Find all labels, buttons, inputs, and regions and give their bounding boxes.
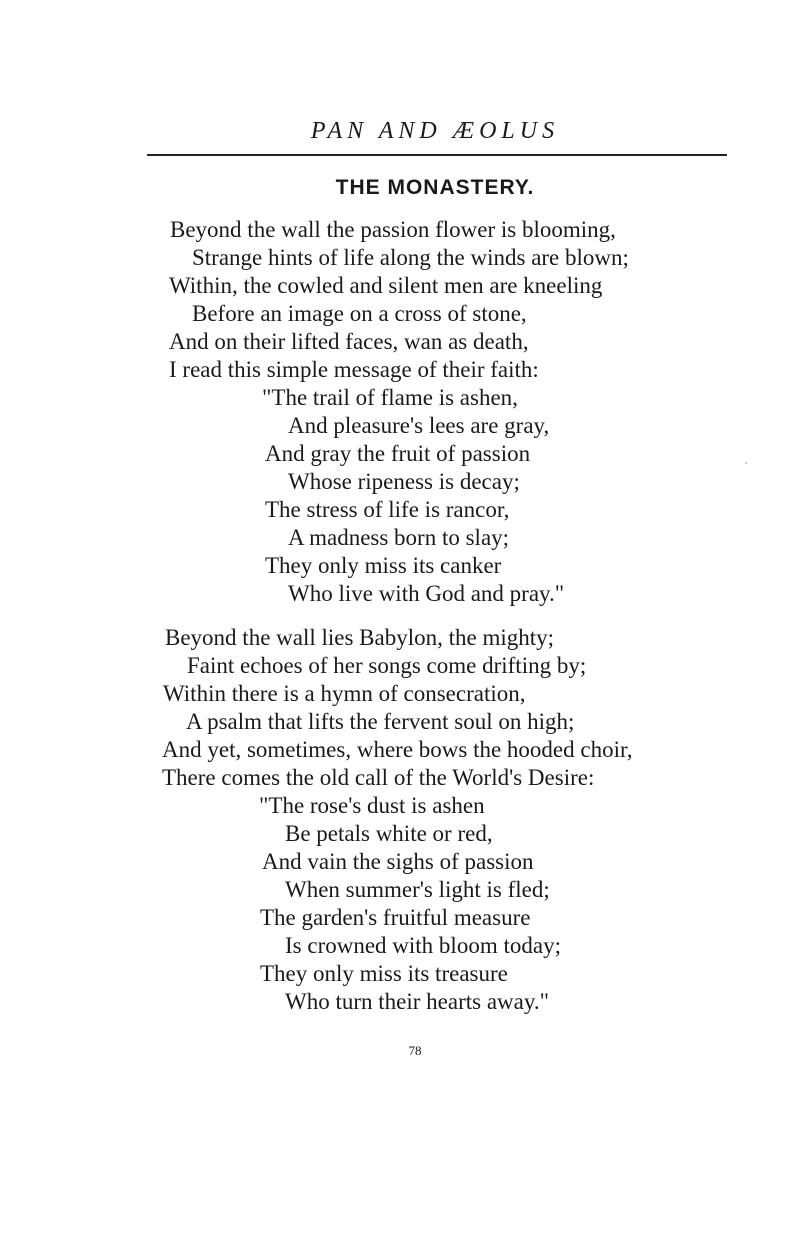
- poem-line: Within there is a hymn of consecration,: [163, 681, 526, 706]
- poem-line: Strange hints of life along the winds are blown;: [192, 245, 629, 270]
- poem-line: And gray the fruit of passion: [265, 441, 531, 466]
- poem-title: THE MONASTERY.: [335, 176, 535, 199]
- page-number: 78: [408, 1043, 422, 1058]
- poem-line: Is crowned with bloom today;: [285, 933, 561, 958]
- poem-line: The stress of life is rancor,: [265, 497, 510, 522]
- poem-line: Beyond the wall lies Babylon, the mighty;: [165, 625, 555, 650]
- poem-line: Whose ripeness is decay;: [288, 469, 520, 494]
- poem-line: Before an image on a cross of stone,: [192, 301, 527, 326]
- poem-line: Who turn their hearts away.": [285, 989, 549, 1014]
- running-head: PAN AND ÆOLUS: [310, 118, 560, 144]
- poem-line: Faint echoes of her songs come drifting by;: [187, 653, 587, 678]
- poem-line: Within, the cowled and silent men are kneeling: [169, 273, 603, 298]
- paper-speck: [745, 462, 747, 464]
- poem-line: "The trail of flame is ashen,: [262, 385, 518, 410]
- header-rule: [147, 154, 727, 156]
- poem-line: A psalm that lifts the fervent soul on high;: [186, 709, 575, 734]
- poem-line: Beyond the wall the passion flower is blooming,: [170, 217, 616, 242]
- poem-line: And pleasure's lees are gray,: [288, 413, 550, 438]
- poem-line: They only miss its treasure: [260, 961, 508, 986]
- poem-line: And on their lifted faces, wan as death,: [169, 329, 529, 354]
- poem-line: "The rose's dust is ashen: [259, 793, 485, 818]
- poem-line: I read this simple message of their faith:: [169, 357, 539, 382]
- poem-line: And yet, sometimes, where bows the hooded choir,: [162, 737, 633, 762]
- poem-line: And vain the sighs of passion: [262, 849, 534, 874]
- poem-line: There comes the old call of the World's Desire:: [162, 765, 595, 790]
- poem-line: They only miss its canker: [265, 553, 502, 578]
- poem-line: When summer's light is fled;: [285, 877, 550, 902]
- poem-line: Who live with God and pray.": [288, 581, 565, 606]
- poem-line: A madness born to slay;: [288, 525, 510, 550]
- poem-line: Be petals white or red,: [285, 821, 493, 846]
- poem-line: The garden's fruitful measure: [260, 905, 531, 930]
